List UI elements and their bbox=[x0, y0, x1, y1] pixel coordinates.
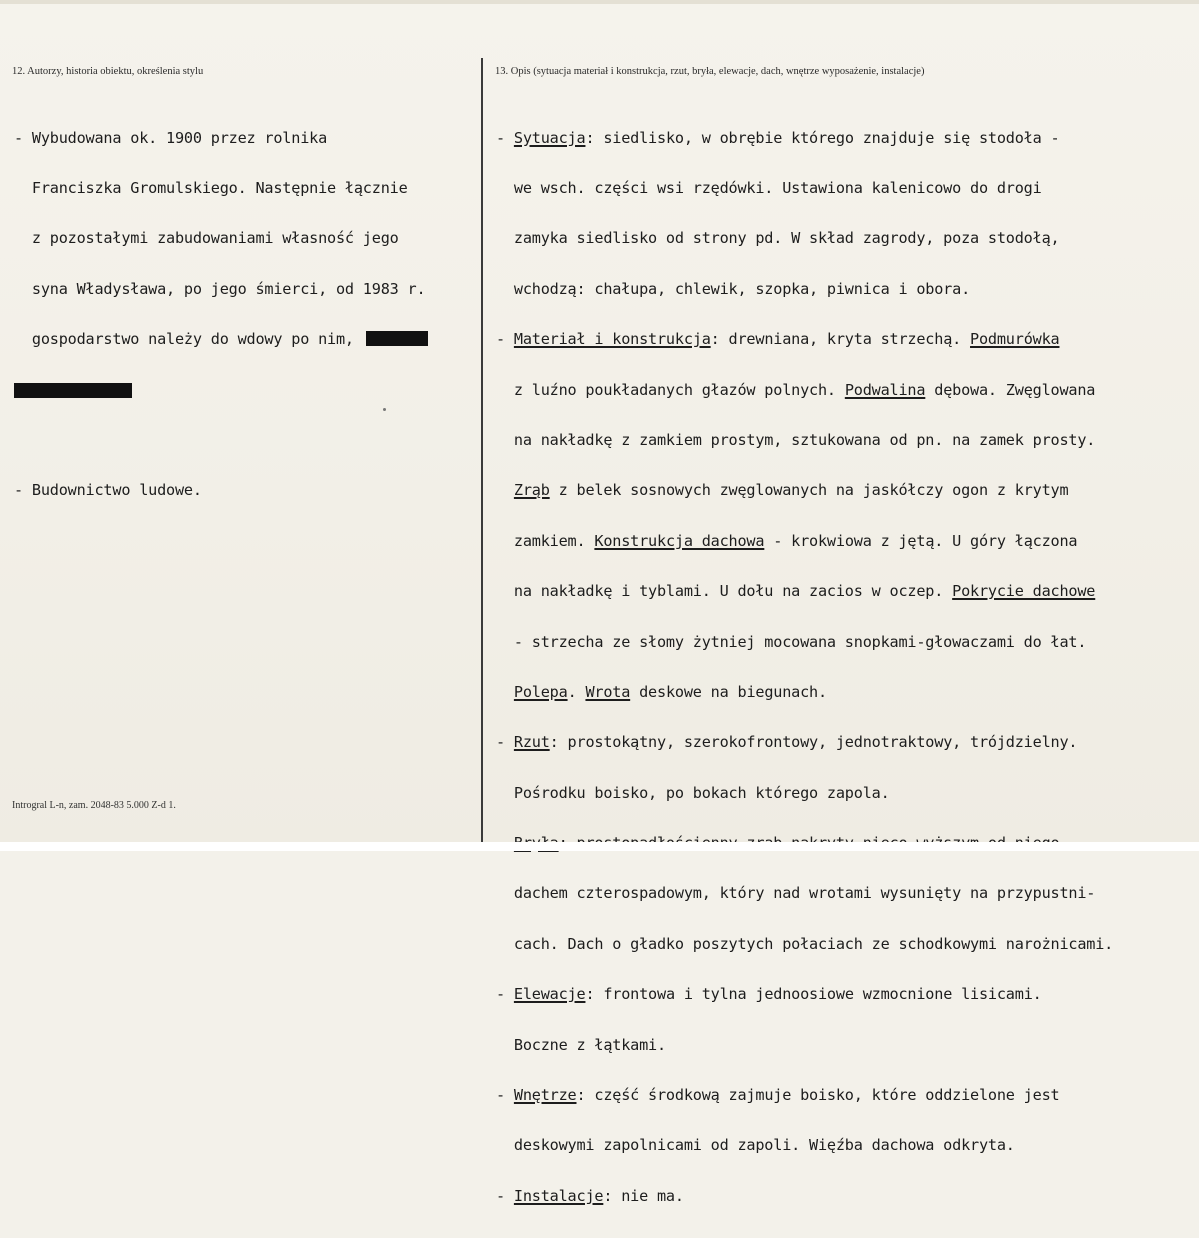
text-fragment: : drewniana, kryta strzechą. bbox=[710, 330, 971, 349]
term-underlined: Podmurówka bbox=[970, 330, 1060, 349]
bullet-dash: - bbox=[496, 733, 514, 752]
text-line: Pośrodku boisko, po bokach którego zapola. bbox=[496, 783, 890, 802]
section-12-header: 12. Autorzy, historia obiektu, określenia stylu bbox=[12, 66, 204, 77]
text-fragment bbox=[496, 481, 514, 499]
text-fragment bbox=[496, 683, 514, 701]
text-fragment: z luźno poukładanych głazów polnych. bbox=[496, 380, 845, 399]
term-underlined: Pokrycie dachowe bbox=[952, 582, 1096, 601]
term-underlined: Rzut bbox=[513, 733, 550, 752]
term-underlined: Wnętrze bbox=[513, 1086, 577, 1105]
section-13-text bbox=[496, 96, 1113, 1238]
text-line bbox=[496, 382, 1113, 399]
section-13-header: 13. Opis (sytuacja materiał i konstrukcja, rzut, bryła, elewacje, dach, wnętrze wyposażenie, instalacje) bbox=[495, 66, 925, 77]
text-line bbox=[496, 331, 1113, 348]
text-fragment: . bbox=[567, 682, 586, 701]
text-line bbox=[496, 1188, 1113, 1205]
paper-speck bbox=[383, 408, 386, 411]
text-fragment: gospodarstwo należy do wdowy po nim, bbox=[14, 330, 354, 349]
term-underlined: Sytuacja bbox=[513, 128, 586, 147]
text-line: - Budownictwo ludowe. bbox=[14, 481, 202, 500]
column-divider bbox=[481, 58, 483, 848]
section-12-text bbox=[14, 96, 428, 533]
text-fragment: : część środkową zajmuje boisko, które oddzielone jest bbox=[576, 1086, 1060, 1105]
text-fragment: - krokwiowa z jętą. U góry łączona bbox=[764, 531, 1078, 550]
term-underlined: Instalacje bbox=[513, 1186, 604, 1205]
text-line bbox=[496, 734, 1113, 751]
bullet-dash: - bbox=[496, 330, 514, 349]
text-line: Franciszka Gromulskiego. Następnie łącznie bbox=[14, 178, 408, 197]
text-line bbox=[14, 432, 428, 449]
text-fragment: zamkiem. bbox=[496, 531, 595, 550]
text-line bbox=[14, 331, 428, 348]
text-fragment: : frontowa i tylna jednoosiowe wzmocnione lisicami. bbox=[585, 985, 1042, 1004]
text-line: - strzecha ze słomy żytniej mocowana snopkami-głowaczami do łat. bbox=[496, 632, 1087, 651]
text-line: Boczne z łątkami. bbox=[496, 1035, 666, 1054]
text-line: cach. Dach o gładko poszytych połaciach ze schodkowymi narożnicami. bbox=[496, 934, 1114, 953]
term-underlined: Zrąb bbox=[513, 481, 550, 500]
text-line bbox=[496, 583, 1113, 600]
text-line: deskowymi zapolnicami od zapoli. Więźba dachowa odkryta. bbox=[496, 1136, 1015, 1155]
bullet-dash: - bbox=[496, 1086, 514, 1105]
text-fragment: : nie ma. bbox=[603, 1186, 684, 1205]
text-line: syna Władysława, po jego śmierci, od 1983 r. bbox=[14, 279, 426, 298]
term-underlined: Konstrukcja dachowa bbox=[594, 531, 765, 550]
text-fragment: z belek sosnowych zwęglowanych na jaskółczy ogon z krytym bbox=[549, 481, 1069, 500]
term-underlined: Elewacje bbox=[513, 985, 586, 1004]
redaction-block bbox=[366, 331, 428, 346]
term-underlined: Wrota bbox=[585, 682, 631, 701]
term-underlined: Materiał i konstrukcja bbox=[513, 330, 711, 349]
text-line bbox=[14, 382, 428, 399]
text-line: zamyka siedlisko od strony pd. W skład zagrody, poza stodołą, bbox=[496, 229, 1060, 248]
text-line: - Wybudowana ok. 1900 przez rolnika bbox=[14, 128, 328, 147]
text-line: wchodzą: chałupa, chlewik, szopka, piwnica i obora. bbox=[496, 279, 971, 298]
bullet-dash: - bbox=[496, 1186, 514, 1205]
term-underlined: Polepa bbox=[513, 682, 568, 701]
text-line bbox=[496, 533, 1113, 550]
text-line bbox=[496, 684, 1113, 701]
page-top-edge bbox=[0, 0, 1199, 4]
text-fragment: : siedlisko, w obrębie którego znajduje się stodoła - bbox=[585, 128, 1060, 147]
bullet-dash: - bbox=[496, 128, 514, 147]
text-line bbox=[496, 130, 1113, 147]
text-line: we wsch. części wsi rzędówki. Ustawiona kalenicowo do drogi bbox=[496, 178, 1042, 197]
text-fragment: : prostokątny, szerokofrontowy, jednotraktowy, trójdzielny. bbox=[549, 733, 1078, 752]
text-fragment: deskowe na biegunach. bbox=[630, 682, 827, 701]
redaction-block bbox=[14, 383, 132, 398]
text-line: z pozostałymi zabudowaniami własność jego bbox=[14, 229, 399, 248]
text-line bbox=[496, 986, 1113, 1003]
text-line: dachem czterospadowym, który nad wrotami wysunięty na przypustni- bbox=[496, 884, 1096, 903]
printer-footer: Introgral L-n, zam. 2048-83 5.000 Z-d 1. bbox=[12, 800, 176, 811]
bullet-dash: - bbox=[496, 985, 514, 1004]
text-fragment: dębowa. Zwęglowana bbox=[925, 380, 1096, 399]
text-line bbox=[496, 1087, 1113, 1104]
text-line bbox=[496, 482, 1113, 499]
text-fragment: na nakładkę i tyblami. U dołu na zacios w oczep. bbox=[496, 582, 953, 601]
text-line: na nakładkę z zamkiem prostym, sztukowana od pn. na zamek prosty. bbox=[496, 430, 1096, 449]
term-underlined: Podwalina bbox=[844, 380, 926, 399]
page-bottom-edge bbox=[0, 842, 1199, 851]
